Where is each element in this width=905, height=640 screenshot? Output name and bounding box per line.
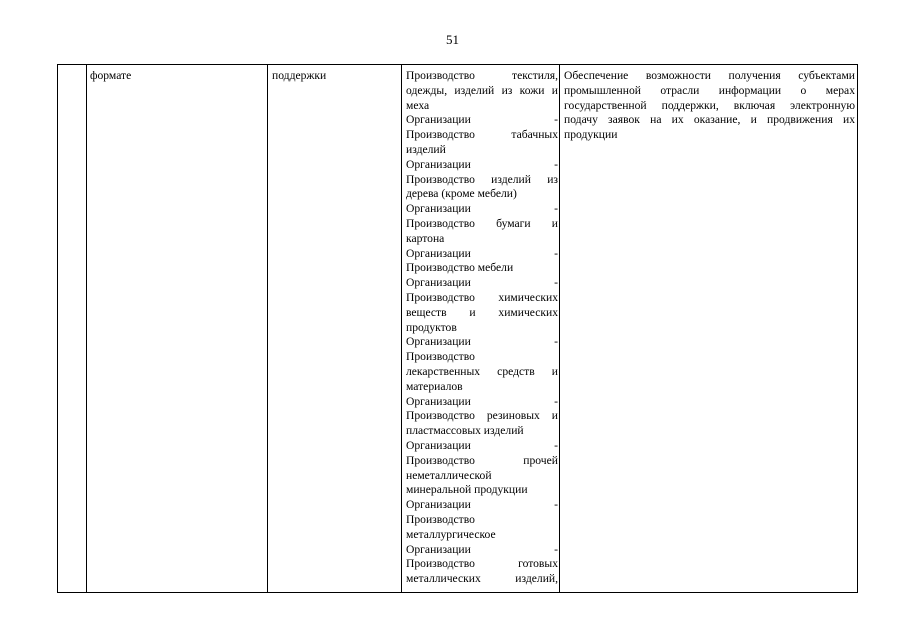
description-cell	[564, 69, 855, 143]
industry-line: продуктов	[406, 320, 457, 334]
industry-line: Организации -	[406, 202, 558, 216]
industry-line: Организации -	[406, 394, 558, 408]
industry-line: Организации -	[406, 335, 558, 349]
industry-line: Производство	[406, 350, 475, 364]
industry-line: Производство готовых	[406, 557, 558, 571]
format-cell: формате	[90, 69, 132, 82]
industry-line: дерева (кроме мебели)	[406, 187, 517, 201]
industry-line: Организации -	[406, 498, 558, 512]
industry-line: неметаллической	[406, 468, 492, 482]
industry-line: Производство текстиля,	[406, 69, 558, 82]
industry-line: Организации -	[406, 157, 558, 171]
description-line: Обеспечение возможности получения субъектами	[564, 69, 855, 82]
column-divider	[86, 65, 87, 592]
industry-line: Производство изделий из	[406, 172, 558, 186]
industry-line: металлургическое	[406, 527, 496, 541]
industry-line: Организации -	[406, 542, 558, 556]
industry-line: Производство прочей	[406, 453, 558, 467]
industry-line: Производство	[406, 512, 475, 526]
industry-line: меха	[406, 98, 430, 112]
column-divider	[267, 65, 268, 592]
industry-line: металлических изделий,	[406, 572, 558, 586]
data-table	[57, 64, 858, 593]
industry-line: Организации -	[406, 246, 558, 260]
industry-line: веществ и химических	[406, 305, 558, 319]
industry-line: Производство резиновых и	[406, 409, 558, 423]
description-line: государственной поддержки, включая электронную	[564, 98, 855, 112]
column-divider	[401, 65, 402, 592]
industry-line: материалов	[406, 379, 463, 393]
support-cell: поддержки	[272, 69, 327, 82]
industry-line: Организации -	[406, 113, 558, 127]
description-line: продукции	[564, 128, 618, 142]
industry-line: лекарственных средств и	[406, 364, 558, 378]
industry-line: Организации -	[406, 438, 558, 452]
description-line: промышленной отрасли информации о мерах	[564, 83, 855, 97]
industry-line: пластмассовых изделий	[406, 424, 524, 438]
description-line: подачу заявок на их оказание, и продвижения их	[564, 113, 855, 127]
industries-cell	[406, 69, 558, 587]
industry-line: Производство бумаги и	[406, 216, 558, 230]
column-divider	[559, 65, 560, 592]
industry-line: изделий	[406, 142, 446, 156]
industry-line: Производство химических	[406, 290, 558, 304]
industry-line: одежды, изделий из кожи и	[406, 83, 558, 97]
industry-line: Производство мебели	[406, 261, 514, 275]
industry-line: Производство табачных	[406, 128, 558, 142]
industry-line: картона	[406, 231, 445, 245]
industry-line: Организации -	[406, 276, 558, 290]
page-number: 51	[446, 32, 459, 47]
industry-line: минеральной продукции	[406, 483, 528, 497]
